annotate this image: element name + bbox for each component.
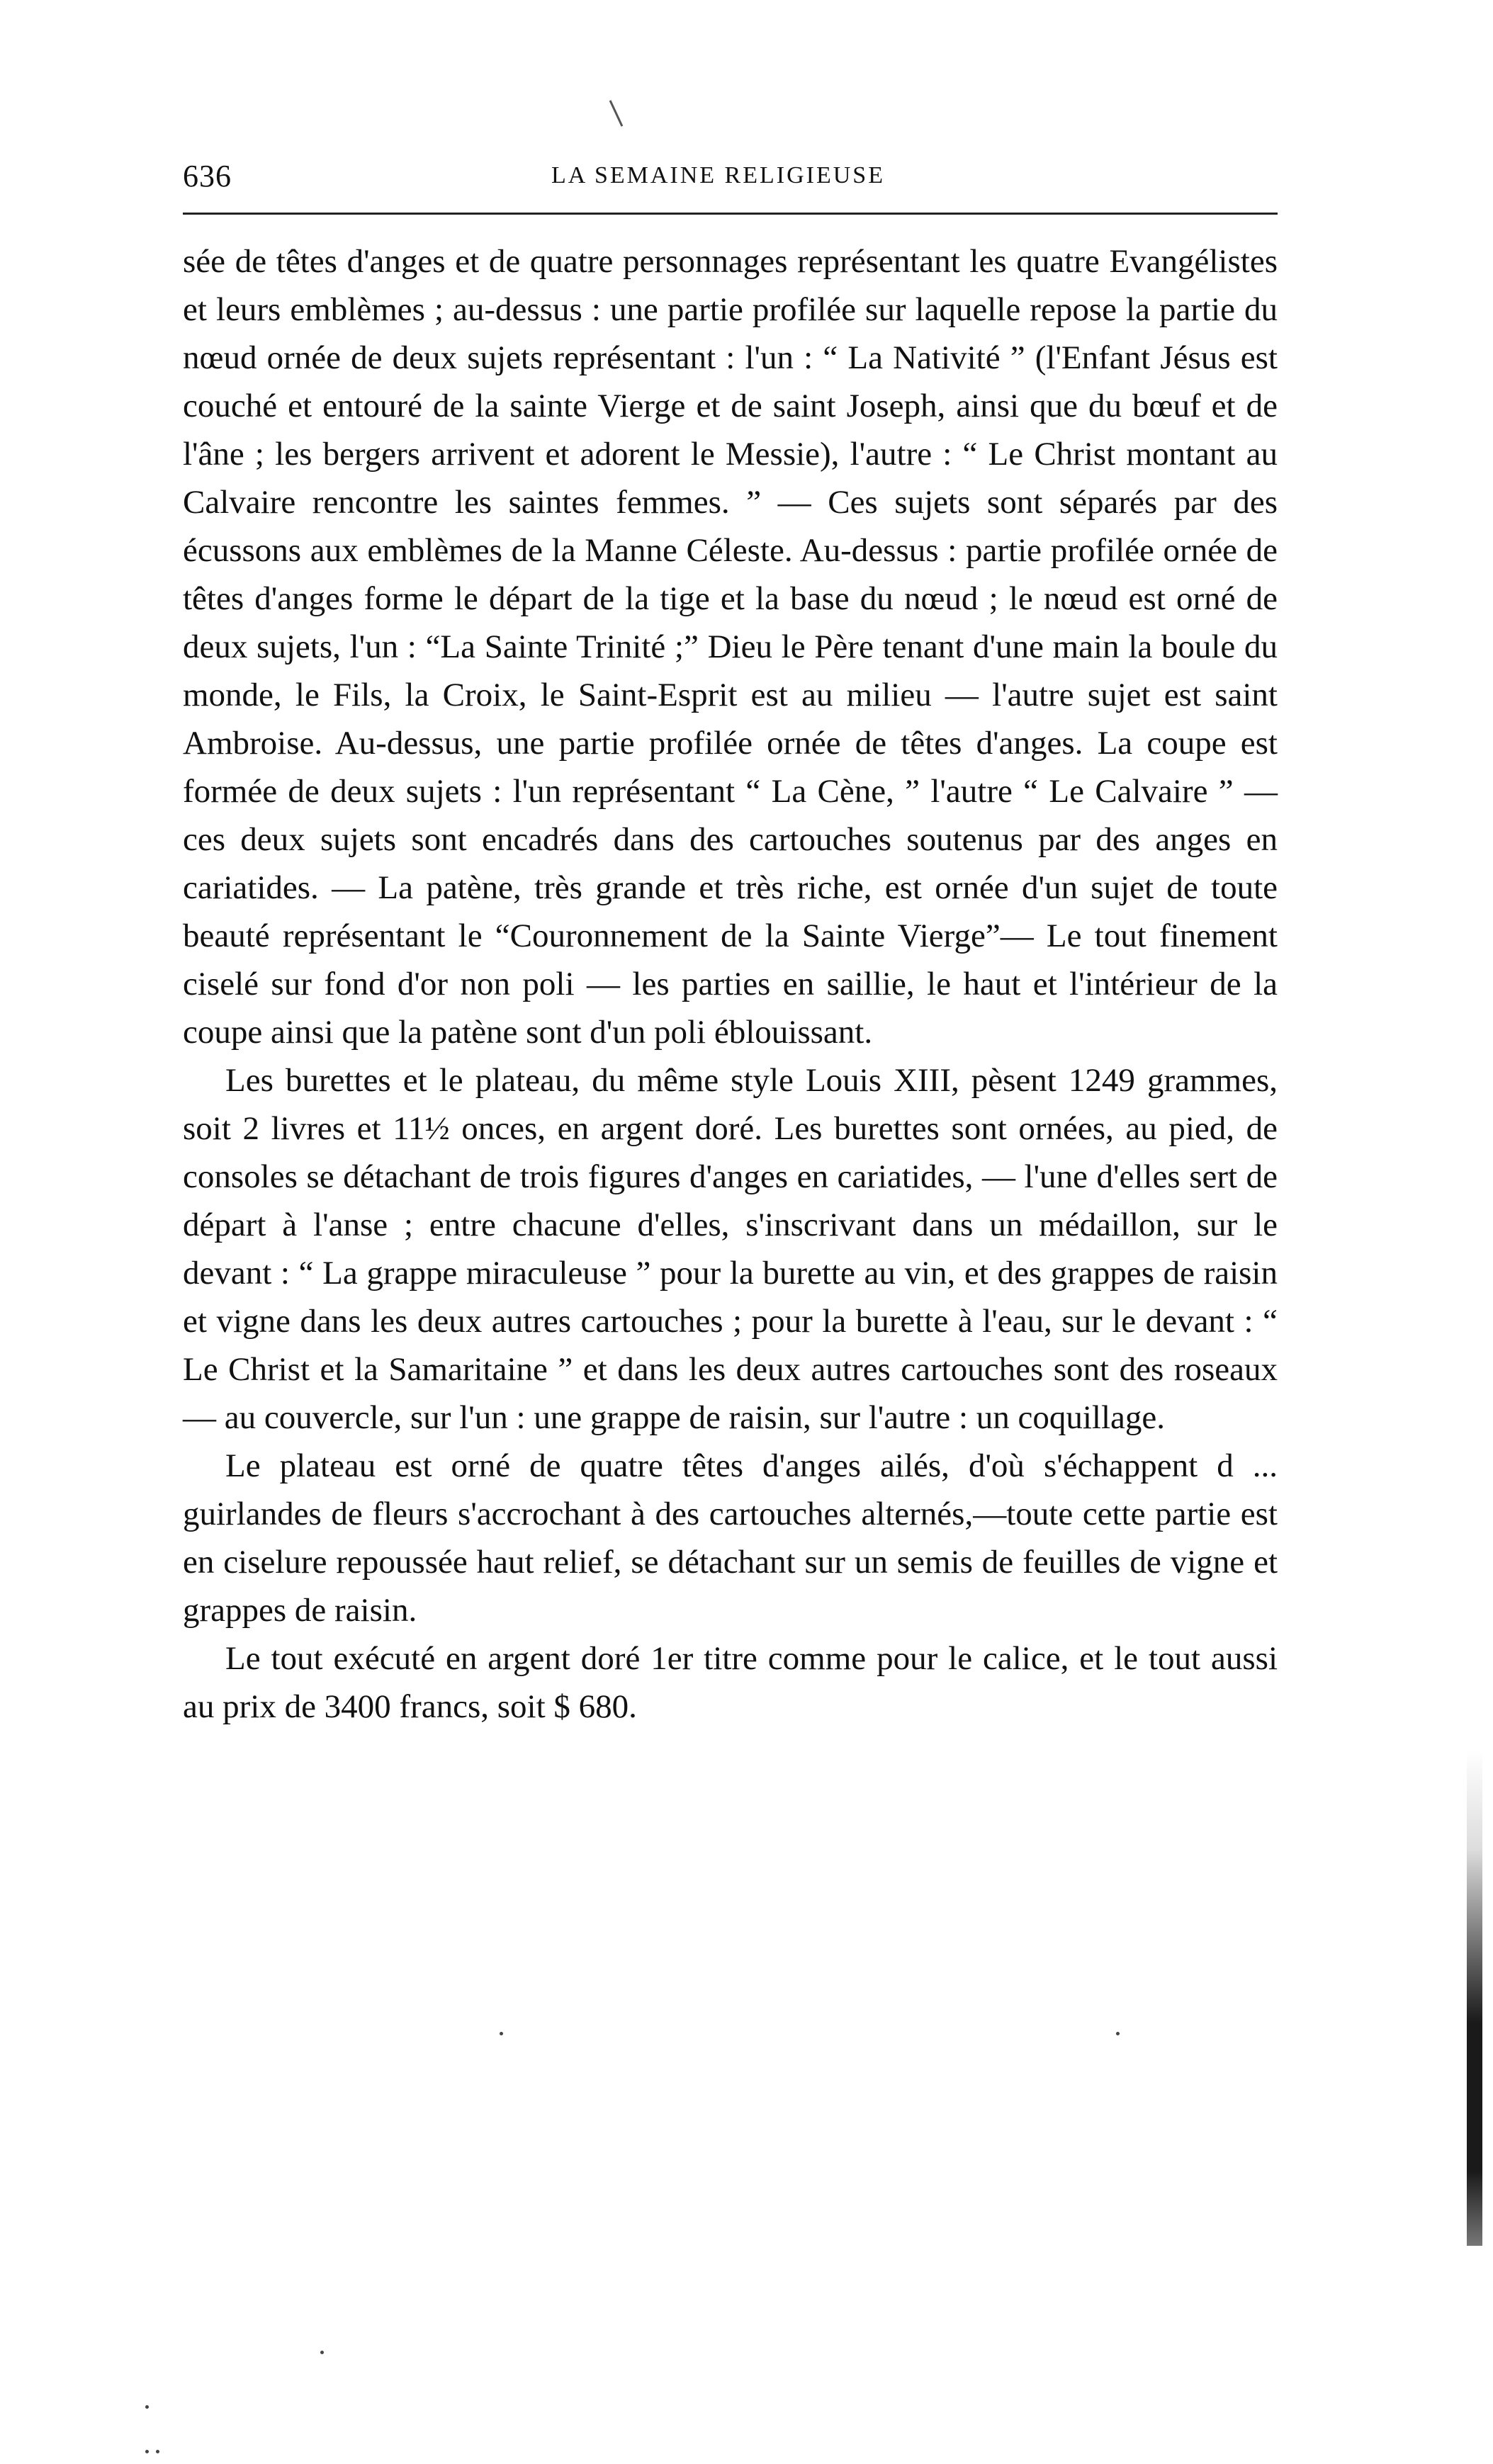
header-rule bbox=[183, 213, 1278, 215]
scan-speck bbox=[145, 2405, 149, 2409]
scan-speck bbox=[156, 2450, 159, 2453]
body-text bbox=[183, 237, 1278, 1731]
scan-speck bbox=[320, 2351, 324, 2354]
scan-speck bbox=[500, 2032, 503, 2035]
page-header bbox=[183, 152, 1278, 202]
running-title: LA SEMAINE RELIGIEUSE bbox=[551, 162, 885, 188]
page-number: 636 bbox=[183, 159, 232, 193]
stray-tick-mark bbox=[609, 100, 624, 127]
scan-speck bbox=[145, 2450, 149, 2453]
paragraph-burettes: Les burettes et le plateau, du même style Louis XIII, pèsent 1249 grammes, soit 2 livres et 11½ onces, en argent doré. Les burettes sont ornées, au pied, de consoles se détachant de trois figures d'anges en cariatides, — l'une d'elles sert de départ à l'anse ; entre chacune d'elles, s'inscrivant dans un médaillon, sur le devant : “ La grappe miraculeuse ” pour la burette au vin, et des grappes de raisin et vigne dans les deux autres cartouches ; pour la burette à l'eau, sur le devant : “ Le Christ et la Samaritaine ” et dans les deux autres cartouches sont des roseaux — au couvercle, sur l'un : une grappe de raisin, sur l'autre : un coquillage. bbox=[183, 1062, 1278, 1436]
paragraph-price: Le tout exécuté en argent doré 1er titre comme pour le calice, et le tout aussi au prix de 3400 francs, soit $ 680. bbox=[183, 1640, 1278, 1725]
paragraph-plateau: Le plateau est orné de quatre têtes d'anges ailés, d'où s'échappent d ... guirlandes de fleurs s'accrochant à des cartouches alternés,—toute cette partie est en ciselure repoussée haut relief, se détachant sur un semis de feuilles de vigne et grappes de raisin. bbox=[183, 1447, 1278, 1629]
paragraph-continuation: sée de têtes d'anges et de quatre personnages représentant les quatre Evangélistes et leurs emblèmes ; au-dessus : une partie profilée sur laquelle repose la partie du nœud ornée de deux sujets représentant : l'un : “ La Nativité ” (l'Enfant Jésus est couché et entouré de la sainte Vierge et de saint Joseph, ainsi que du bœuf et de l'âne ; les bergers arrivent et adorent le Messie), l'autre : “ Le Christ montant au Calvaire rencontre les saintes femmes. ” — Ces sujets sont séparés par des écussons aux emblèmes de la Manne Céleste. Au-dessus : partie profilée ornée de têtes d'anges forme le départ de la tige et la base du nœud ; le nœud est orné de deux sujets, l'un : “La Sainte Trinité ;” Dieu le Père tenant d'une main la boule du monde, le Fils, la Croix, le Saint-Esprit est au milieu — l'autre sujet est saint Ambroise. Au-dessus, une partie profilée ornée de têtes d'anges. La coupe est formée de deux sujets : l'un représentant “ La Cène, ” l'autre “ Le Calvaire ” — ces deux sujets sont encadrés dans des cartouches soutenus par des anges en cariatides. — La patène, très grande et très riche, est ornée d'un sujet de toute beauté représentant le “Couronnement de la Sainte Vierge”— Le tout finement ciselé sur fond d'or non poli — les parties en saillie, le haut et l'intérieur de la coupe ainsi que la patène sont d'un poli éblouissant. bbox=[183, 243, 1278, 1051]
scan-speck bbox=[1116, 2032, 1120, 2035]
scan-edge-shadow bbox=[1467, 1750, 1482, 2246]
